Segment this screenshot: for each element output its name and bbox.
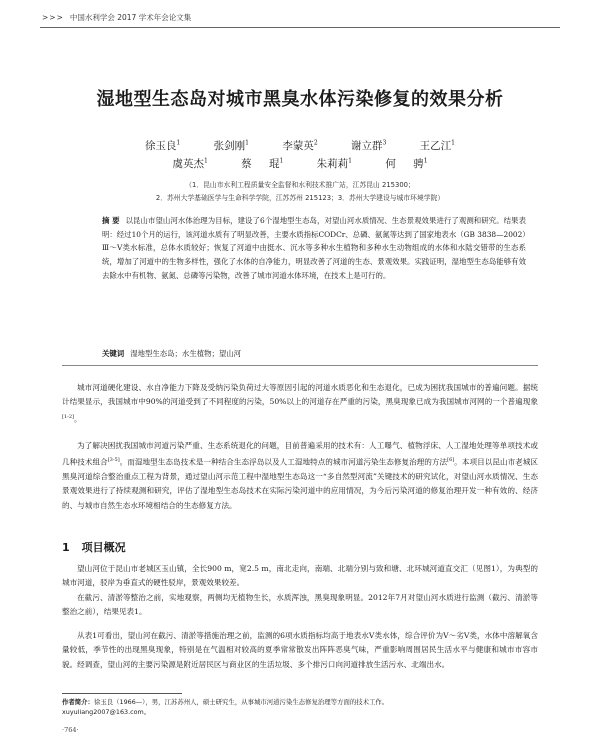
author-email: xuyuliang2007@163.com。 <box>62 708 151 716</box>
affiliation-line-2: 2．苏州大学基础医学与生命科学学院，江苏苏州 215123；3．苏州大学建设与城市环境学院） <box>155 194 445 202</box>
abstract-rule <box>62 365 538 366</box>
author: 朱莉莉$^1$ <box>316 157 352 170</box>
citation: [3-5] <box>107 457 120 464</box>
footnote-label: 作者简介： <box>62 698 94 706</box>
keywords <box>102 348 526 359</box>
footnote-rule <box>62 693 182 694</box>
author: 谢立群$^3$ <box>351 139 387 152</box>
author: 虞英杰$^1$ <box>172 157 208 170</box>
keywords-text: 湿地型生态岛；水生植物；望山河 <box>130 349 242 358</box>
affiliation-line-1: （1．昆山市水利工程质量安全监督和水利技术推广站，江苏昆山 215300； <box>185 181 415 189</box>
intro-paragraph-1: 城市河道硬化建设、水自净能力下降及受纳污染负荷过大等原因引起的河道水质恶化和生态退化，已成为困扰我国城市的普遍问题。据统计结果显示，我国城市中90%的河道受到了不同程度的污染，50%以上的河道存在严重的污染，黑臭现象已成为我国城市河网的一个普遍现象[1-2]。 <box>62 383 538 424</box>
section-title: 项目概况 <box>81 541 126 554</box>
author-line-2 <box>0 156 600 171</box>
footnote-text: 徐玉良（1966—），男，江苏苏州人，硕士研究生，从事城市河道污染生态修复治理等方面的技术工作。 <box>93 698 389 706</box>
page-number: ·764· <box>62 726 79 734</box>
section-heading <box>62 539 126 555</box>
running-head-text: 中国水利学会 2017 学术年会论文集 <box>69 13 192 22</box>
author: 徐玉良$^1$ <box>144 139 181 152</box>
paper-title: 湿地型生态岛对城市黑臭水体污染修复的效果分析 <box>96 89 504 110</box>
running-head <box>42 12 191 23</box>
header-rule <box>40 27 560 28</box>
citation: [6] <box>447 457 455 464</box>
project-paragraph-3: 从表1可看出，望山河在截污、清淤等措施治理之前，监测的6项水质指标均高于地表水Ⅴ类水体，综合评价为Ⅴ～劣Ⅴ类，水体中溶解氧含量较低，季节性的出现黑臭现象，特别是在气温相对较高的夏季常常散发出阵阵恶臭气味，严重影响周围居民生活水平与健康和城市市容市貌。经调查，望山河的主要污染源是附近居民区与商业区的生活垃圾、多个排污口向河道排放生活污水、北端出水。 <box>62 631 538 669</box>
author: 王乙江$^1$ <box>419 139 455 152</box>
chevrons-icon: >>> <box>42 13 64 22</box>
author: 李蒙英$^2$ <box>282 139 318 152</box>
section-number: 1 <box>62 541 70 554</box>
project-paragraph-1: 望山河位于昆山市老城区玉山镇，全长900 m，宽2.5 m，南北走向，南端、北端分别与致和塘、北环城河道直交汇（见图1），为典型的城市河道，驳岸为垂直式的硬性驳岸，景观效果较差。 <box>62 564 538 588</box>
citation: [1-2] <box>62 413 74 420</box>
author-footnote <box>62 697 538 717</box>
abstract-text: 以昆山市望山河水体治理为目标，建设了6个湿地型生态岛，对望山河水质情况、生态景观效果进行了观测和研究。结果表明：经过10个月的运行，该河道水质有了明显改善，主要水质指标CODCr、总磷、氨氮等达到了国家地表水（GB 3838—2002）Ⅲ～Ⅴ类水标准，总体水质较好；恢复了河道中由挺水、沉水等多种水生植物和多种水生动物组成的水体和水陆交错带的生态系统，增加了河道中的生物多样性，强化了水体的自净能力，明显改善了河道的生态、景观效果。实践证明，湿地型生态岛能够有效去除水中有机物、氨氮、总磷等污染物，改善了城市河道水体环境，在技术上是可行的。 <box>102 216 526 280</box>
keywords-label: 关键词 <box>102 349 125 358</box>
author-line-1 <box>0 138 600 153</box>
author: 张剑刚$^1$ <box>213 139 249 152</box>
abstract-label: 摘 要 <box>102 216 120 225</box>
project-paragraph-2: 在截污、清淤等整治之前，实地观察，两侧均无植物生长，水质浑浊，黑臭现象明显。2012年7月对望山河水质进行监测（截污、清淤等整治之前），结果见表1。 <box>62 593 538 617</box>
abstract <box>102 214 526 283</box>
intro-paragraph-2: 为了解决困扰我国城市河道污染严重、生态系统退化的问题，目前普遍采用的技术有：人工曝气、植物浮床、人工湿地处理等单项技术或几种技术组合[3-5]。而湿地型生态岛技术是一种结合生态浮岛以及人工湿地特点的城市河道污染生态修复治理的方法[6]。本项目以昆山市老城区黑臭河道综合整治重点工程为背景，通过望山河示范工程中湿地型生态岛这一“多自然型河流”关键技术的研究试化，对望山河水质情况、生态景观效果进行了持续观测和研究，评估了湿地型生态岛技术在实际污染河道中的应用情况，为今后污染河道的修复治理开发一种有效的、经济的、与城市自然生态水环境相结合的生态修复方法。 <box>62 441 539 510</box>
author: 何 骋$^1$ <box>385 157 428 170</box>
author: 蔡 琨$^1$ <box>241 157 284 170</box>
